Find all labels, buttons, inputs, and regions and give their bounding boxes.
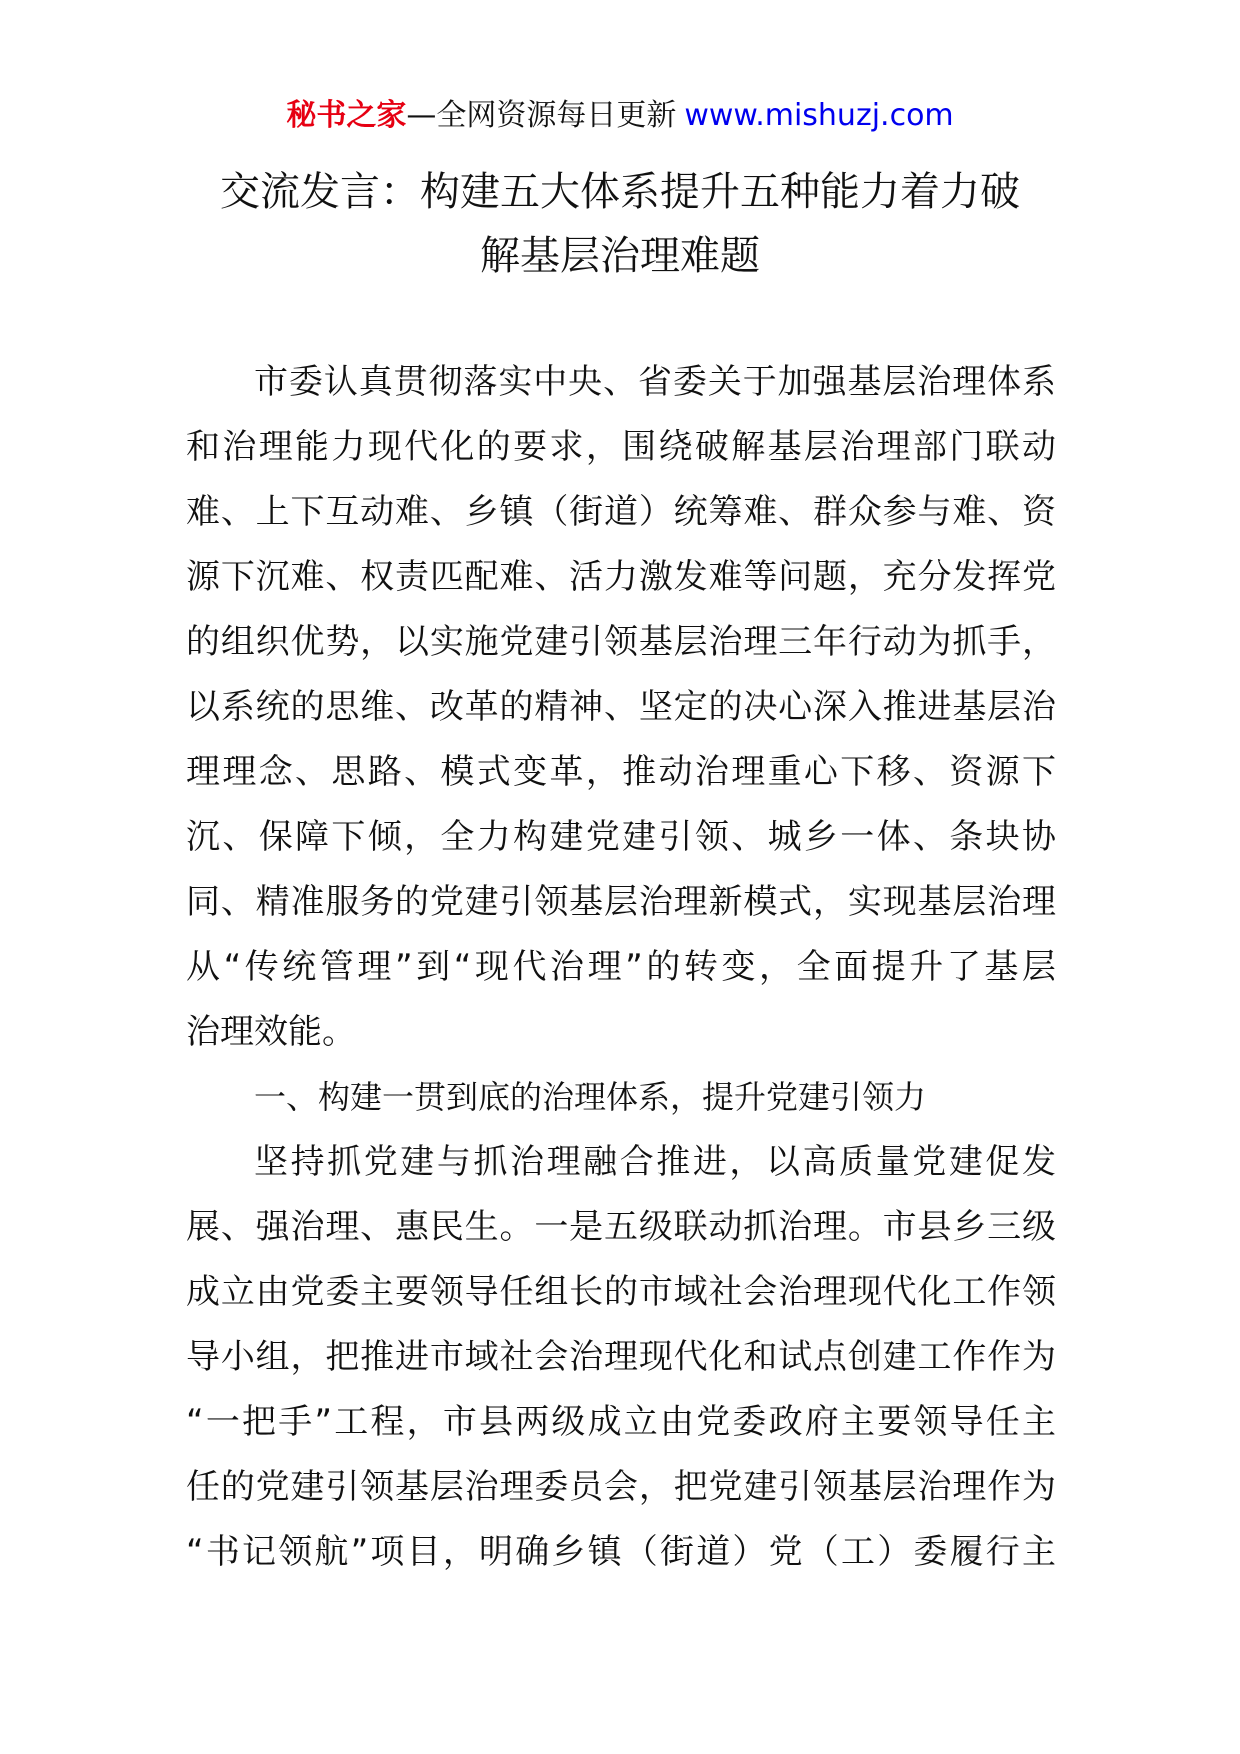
body-line: 成立由党委主要领导任组长的市域社会治理现代化工作领: [186, 1272, 1056, 1312]
site-header: [0, 96, 1240, 136]
body-line: 治理效能。: [186, 1012, 356, 1052]
site-url-link[interactable]: www.mishuzj.com: [684, 98, 954, 133]
header-tagline: —全网资源每日更新: [406, 98, 677, 133]
title-line-2: 解基层治理难题: [480, 233, 760, 279]
body-line: 难、上下互动难、乡镇（街道）统筹难、群众参与难、资: [186, 492, 1056, 532]
document-title: [160, 160, 1080, 288]
body-line: “书记领航”项目，明确乡镇（街道）党（工）委履行主: [186, 1532, 1056, 1572]
body-line: 理理念、思路、模式变革，推动治理重心下移、资源下: [186, 752, 1056, 792]
brand-name: 秘书之家: [286, 98, 407, 133]
title-line-1: 交流发言：构建五大体系提升五种能力着力破: [220, 169, 1020, 215]
body-line: 源下沉难、权责匹配难、活力激发难等问题，充分发挥党: [186, 557, 1056, 597]
body-line: 市委认真贯彻落实中央、省委关于加强基层治理体系: [254, 362, 1056, 402]
body-line: 任的党建引领基层治理委员会，把党建引领基层治理作为: [186, 1467, 1056, 1507]
body-line: 沉、保障下倾，全力构建党建引领、城乡一体、条块协: [186, 817, 1056, 857]
body-line: 展、强治理、惠民生。一是五级联动抓治理。市县乡三级: [186, 1207, 1056, 1247]
body-line: “一把手”工程，市县两级成立由党委政府主要领导任主: [186, 1402, 1056, 1442]
body-line: 和治理能力现代化的要求，围绕破解基层治理部门联动: [186, 427, 1056, 467]
body-line: 导小组，把推进市域社会治理现代化和试点创建工作作为: [186, 1337, 1056, 1377]
body-line: 的组织优势，以实施党建引领基层治理三年行动为抓手，: [186, 622, 1056, 662]
body-line: 同、精准服务的党建引领基层治理新模式，实现基层治理: [186, 882, 1056, 922]
body-line: 从“传统管理”到“现代治理”的转变，全面提升了基层: [186, 947, 1056, 987]
document-body: [186, 350, 1056, 1585]
section-heading: 一、构建一贯到底的治理体系，提升党建引领力: [254, 1078, 927, 1116]
body-line: 以系统的思维、改革的精神、坚定的决心深入推进基层治: [186, 687, 1056, 727]
body-line: 坚持抓党建与抓治理融合推进，以高质量党建促发: [254, 1142, 1056, 1182]
